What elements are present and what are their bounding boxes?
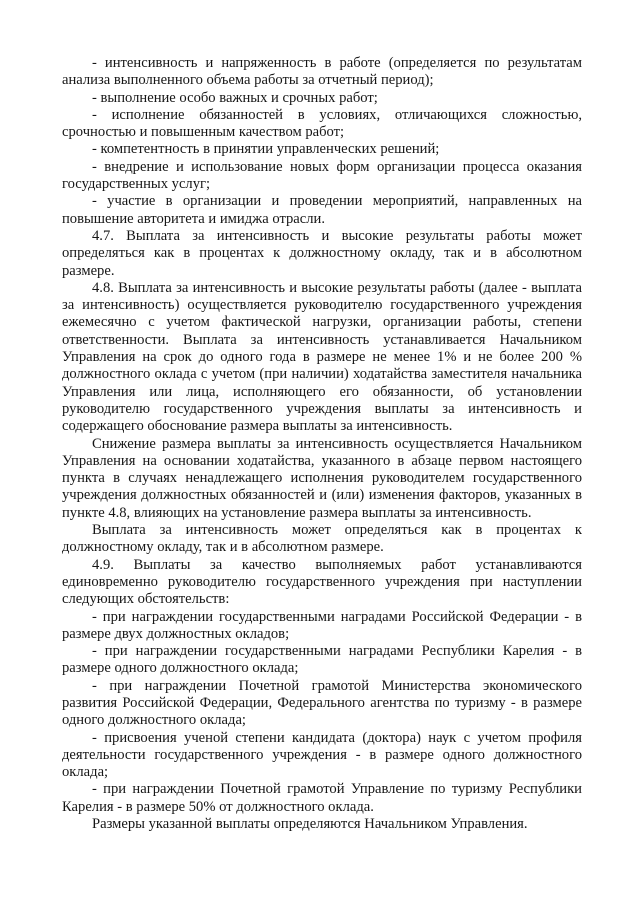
document-page (62, 55, 582, 833)
paragraph-complex-duties-criterion: - исполнение обязанностей в условиях, отличающихся сложностью, срочностью и повышенным качеством работ; (62, 106, 582, 141)
paragraph-urgent-work-criterion: - выполнение особо важных и срочных работ; (92, 89, 378, 106)
paragraph-reduction: Снижение размера выплаты за интенсивность осуществляется Начальником Управления на основании ходатайства, указанного в абзаце первом настоящего пункта в случаях ненадлежащего исполнения руководителем государственного учреждения должностных обязанностей и (или) изменения факторов, указанных в пункте 4.8, влияющих на установление размера выплаты за интенсивность. (62, 435, 582, 521)
paragraph-clause-4-9: 4.9. Выплаты за качество выполняемых работ устанавливаются единовременно руководителю государственного учреждения при наступлении следующих обстоятельств: (62, 556, 582, 608)
paragraph-ministry-diploma: - при награждении Почетной грамотой Министерства экономического развития Российской Федерации, Федерального агентства по туризму - в размере одного должностного оклада; (62, 677, 582, 729)
paragraph-russian-awards: - при награждении государственными наградами Российской Федерации - в размере двух должностных окладов; (62, 608, 582, 642)
paragraph-clause-4-7: 4.7. Выплата за интенсивность и высокие результаты работы может определяться как в процентах к должностному окладу, так и в абсолютном размере. (62, 227, 582, 279)
paragraph-intensity-payment-form: Выплата за интенсивность может определяться как в процентах к должностному окладу, так и в абсолютном размере. (62, 522, 582, 556)
paragraph-clause-4-8: 4.8. Выплата за интенсивность и высокие результаты работы (далее - выплата за интенсивность) осуществляется руководителю государственного учреждения ежемесячно с учетом фактической нагрузки, организации работы, степени ответственности. Выплата за интенсивность устанавливается Начальником Управления на срок до одного года в размере не менее 1% и не более 200 % должностного оклада с учетом (при наличии) ходатайства заместителя начальника Управления или лица, исполняющего его обязанности, об установлении руководителю государственного учреждения выплаты за интенсивность и содержащего обоснование размера выплаты за интенсивность. (62, 279, 582, 435)
paragraph-academic-degree: - присвоения ученой степени кандидата (доктора) наук с учетом профиля деятельности государственного учреждения - в размере одного должностного оклада; (62, 729, 582, 781)
paragraph-karelia-awards: - при награждении государственными наградами Республики Карелия - в размере одного должностного оклада; (62, 643, 582, 677)
paragraph-new-forms-criterion: - внедрение и использование новых форм организации процесса оказания государственных услуг; (62, 158, 582, 193)
paragraph-competence-criterion: - компетентность в принятии управленческих решений; (92, 141, 440, 158)
paragraph-intensity-criterion: - интенсивность и напряженность в работе (определяется по результатам анализа выполненного объема работы за отчетный период); (62, 55, 582, 89)
paragraph-tourism-diploma: - при награждении Почетной грамотой Управление по туризму Республики Карелия - в размере 50% от должностного оклада. (62, 781, 582, 815)
paragraph-closing: Размеры указанной выплаты определяются Начальником Управления. (92, 816, 528, 833)
paragraph-events-criterion: - участие в организации и проведении мероприятий, направленных на повышение авторитета и имиджа отрасли. (62, 193, 582, 227)
